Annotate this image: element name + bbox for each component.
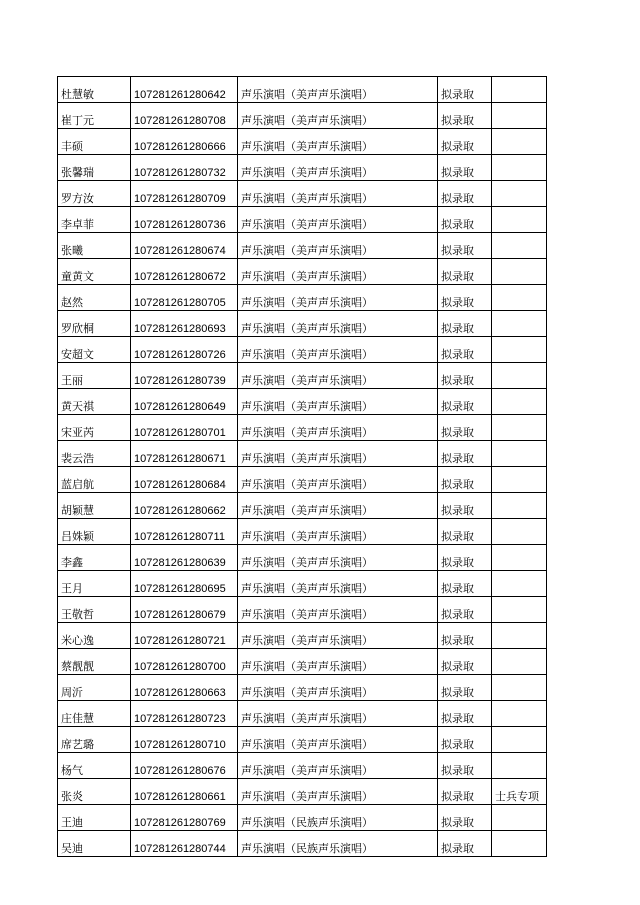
- exam-number-cell: 107281261280649: [131, 389, 238, 415]
- admission-status-cell: 拟录取: [438, 649, 492, 675]
- student-name-cell: 周沂: [58, 675, 131, 701]
- admission-status-cell: 拟录取: [438, 207, 492, 233]
- exam-number-cell: 107281261280663: [131, 675, 238, 701]
- remark-cell: [492, 337, 547, 363]
- remark-cell: [492, 415, 547, 441]
- remark-cell: [492, 207, 547, 233]
- admission-status-cell: 拟录取: [438, 337, 492, 363]
- table-row: [58, 753, 547, 779]
- remark-cell: [492, 389, 547, 415]
- major-cell: 声乐演唱（美声声乐演唱）: [238, 389, 438, 415]
- exam-number-cell: 107281261280739: [131, 363, 238, 389]
- table-row: [58, 337, 547, 363]
- major-cell: 声乐演唱（美声声乐演唱）: [238, 597, 438, 623]
- exam-number-cell: 107281261280662: [131, 493, 238, 519]
- remark-cell: [492, 311, 547, 337]
- remark-cell: [492, 233, 547, 259]
- major-cell: 声乐演唱（美声声乐演唱）: [238, 129, 438, 155]
- student-name-cell: 童黄文: [58, 259, 131, 285]
- table-row: [58, 493, 547, 519]
- exam-number-cell: 107281261280671: [131, 441, 238, 467]
- table-row: [58, 623, 547, 649]
- admission-status-cell: 拟录取: [438, 415, 492, 441]
- student-name-cell: 李卓菲: [58, 207, 131, 233]
- remark-cell: [492, 129, 547, 155]
- exam-number-cell: 107281261280700: [131, 649, 238, 675]
- remark-cell: [492, 103, 547, 129]
- student-name-cell: 蓝启航: [58, 467, 131, 493]
- admission-status-cell: 拟录取: [438, 181, 492, 207]
- student-name-cell: 蔡靓靓: [58, 649, 131, 675]
- table-row: [58, 415, 547, 441]
- table-row: [58, 675, 547, 701]
- admission-status-cell: 拟录取: [438, 805, 492, 831]
- student-name-cell: 张馨瑞: [58, 155, 131, 181]
- table-row: [58, 519, 547, 545]
- table-row: [58, 805, 547, 831]
- exam-number-cell: 107281261280732: [131, 155, 238, 181]
- major-cell: 声乐演唱（美声声乐演唱）: [238, 207, 438, 233]
- major-cell: 声乐演唱（美声声乐演唱）: [238, 181, 438, 207]
- student-name-cell: 胡颖慧: [58, 493, 131, 519]
- exam-number-cell: 107281261280701: [131, 415, 238, 441]
- exam-number-cell: 107281261280709: [131, 181, 238, 207]
- remark-cell: [492, 519, 547, 545]
- student-name-cell: 吕姝颖: [58, 519, 131, 545]
- student-name-cell: 李鑫: [58, 545, 131, 571]
- exam-number-cell: 107281261280672: [131, 259, 238, 285]
- major-cell: 声乐演唱（美声声乐演唱）: [238, 727, 438, 753]
- major-cell: 声乐演唱（美声声乐演唱）: [238, 701, 438, 727]
- remark-cell: [492, 77, 547, 103]
- table-row: [58, 441, 547, 467]
- student-name-cell: 崔丁元: [58, 103, 131, 129]
- student-name-cell: 安超文: [58, 337, 131, 363]
- table-row: [58, 597, 547, 623]
- major-cell: 声乐演唱（美声声乐演唱）: [238, 363, 438, 389]
- student-name-cell: 杜慧敏: [58, 77, 131, 103]
- exam-number-cell: 107281261280710: [131, 727, 238, 753]
- exam-number-cell: 107281261280661: [131, 779, 238, 805]
- admission-status-cell: 拟录取: [438, 129, 492, 155]
- table-row: [58, 571, 547, 597]
- table-row: [58, 649, 547, 675]
- admission-status-cell: 拟录取: [438, 779, 492, 805]
- major-cell: 声乐演唱（美声声乐演唱）: [238, 649, 438, 675]
- admission-status-cell: 拟录取: [438, 233, 492, 259]
- remark-cell: [492, 467, 547, 493]
- admission-status-cell: 拟录取: [438, 389, 492, 415]
- admission-status-cell: 拟录取: [438, 155, 492, 181]
- student-name-cell: 张炎: [58, 779, 131, 805]
- student-name-cell: 宋亚芮: [58, 415, 131, 441]
- table-row: [58, 259, 547, 285]
- admission-status-cell: 拟录取: [438, 493, 492, 519]
- remark-cell: [492, 363, 547, 389]
- major-cell: 声乐演唱（美声声乐演唱）: [238, 519, 438, 545]
- remark-cell: [492, 259, 547, 285]
- remark-cell: [492, 831, 547, 857]
- student-name-cell: 王敬哲: [58, 597, 131, 623]
- table-row: [58, 207, 547, 233]
- remark-cell: [492, 675, 547, 701]
- major-cell: 声乐演唱（美声声乐演唱）: [238, 285, 438, 311]
- remark-cell: [492, 623, 547, 649]
- table-row: [58, 701, 547, 727]
- exam-number-cell: 107281261280693: [131, 311, 238, 337]
- major-cell: 声乐演唱（民族声乐演唱）: [238, 831, 438, 857]
- exam-number-cell: 107281261280744: [131, 831, 238, 857]
- remark-cell: [492, 155, 547, 181]
- exam-number-cell: 107281261280679: [131, 597, 238, 623]
- table-row: [58, 285, 547, 311]
- student-name-cell: 王丽: [58, 363, 131, 389]
- major-cell: 声乐演唱（美声声乐演唱）: [238, 77, 438, 103]
- remark-cell: [492, 493, 547, 519]
- table-row: [58, 233, 547, 259]
- exam-number-cell: 107281261280676: [131, 753, 238, 779]
- major-cell: 声乐演唱（美声声乐演唱）: [238, 103, 438, 129]
- admission-status-cell: 拟录取: [438, 545, 492, 571]
- exam-number-cell: 107281261280769: [131, 805, 238, 831]
- major-cell: 声乐演唱（美声声乐演唱）: [238, 571, 438, 597]
- admission-table: [57, 76, 547, 857]
- remark-cell: 士兵专项: [492, 779, 547, 805]
- major-cell: 声乐演唱（美声声乐演唱）: [238, 311, 438, 337]
- exam-number-cell: 107281261280695: [131, 571, 238, 597]
- major-cell: 声乐演唱（美声声乐演唱）: [238, 415, 438, 441]
- student-name-cell: 黄天祺: [58, 389, 131, 415]
- student-name-cell: 罗欣桐: [58, 311, 131, 337]
- admission-status-cell: 拟录取: [438, 571, 492, 597]
- exam-number-cell: 107281261280666: [131, 129, 238, 155]
- table-row: [58, 779, 547, 805]
- admission-status-cell: 拟录取: [438, 363, 492, 389]
- admission-status-cell: 拟录取: [438, 753, 492, 779]
- exam-number-cell: 107281261280723: [131, 701, 238, 727]
- admission-status-cell: 拟录取: [438, 467, 492, 493]
- table-row: [58, 389, 547, 415]
- major-cell: 声乐演唱（美声声乐演唱）: [238, 675, 438, 701]
- remark-cell: [492, 649, 547, 675]
- exam-number-cell: 107281261280639: [131, 545, 238, 571]
- exam-number-cell: 107281261280708: [131, 103, 238, 129]
- table-row: [58, 155, 547, 181]
- exam-number-cell: 107281261280684: [131, 467, 238, 493]
- exam-number-cell: 107281261280726: [131, 337, 238, 363]
- remark-cell: [492, 753, 547, 779]
- student-name-cell: 丰硕: [58, 129, 131, 155]
- exam-number-cell: 107281261280736: [131, 207, 238, 233]
- table-row: [58, 311, 547, 337]
- student-name-cell: 吴迪: [58, 831, 131, 857]
- remark-cell: [492, 441, 547, 467]
- major-cell: 声乐演唱（美声声乐演唱）: [238, 233, 438, 259]
- student-name-cell: 庄佳慧: [58, 701, 131, 727]
- student-name-cell: 王迪: [58, 805, 131, 831]
- admission-status-cell: 拟录取: [438, 701, 492, 727]
- major-cell: 声乐演唱（美声声乐演唱）: [238, 623, 438, 649]
- admission-status-cell: 拟录取: [438, 311, 492, 337]
- remark-cell: [492, 181, 547, 207]
- admission-status-cell: 拟录取: [438, 675, 492, 701]
- major-cell: 声乐演唱（美声声乐演唱）: [238, 467, 438, 493]
- major-cell: 声乐演唱（美声声乐演唱）: [238, 753, 438, 779]
- admission-status-cell: 拟录取: [438, 727, 492, 753]
- table-row: [58, 129, 547, 155]
- remark-cell: [492, 571, 547, 597]
- table-row: [58, 77, 547, 103]
- admission-status-cell: 拟录取: [438, 519, 492, 545]
- student-name-cell: 赵然: [58, 285, 131, 311]
- student-name-cell: 米心逸: [58, 623, 131, 649]
- admission-status-cell: 拟录取: [438, 103, 492, 129]
- remark-cell: [492, 285, 547, 311]
- admission-table-body: [58, 77, 547, 857]
- table-row: [58, 727, 547, 753]
- admission-status-cell: 拟录取: [438, 285, 492, 311]
- major-cell: 声乐演唱（美声声乐演唱）: [238, 259, 438, 285]
- major-cell: 声乐演唱（民族声乐演唱）: [238, 805, 438, 831]
- admission-status-cell: 拟录取: [438, 831, 492, 857]
- exam-number-cell: 107281261280721: [131, 623, 238, 649]
- remark-cell: [492, 545, 547, 571]
- major-cell: 声乐演唱（美声声乐演唱）: [238, 779, 438, 805]
- admission-status-cell: 拟录取: [438, 623, 492, 649]
- table-row: [58, 467, 547, 493]
- remark-cell: [492, 805, 547, 831]
- exam-number-cell: 107281261280642: [131, 77, 238, 103]
- table-row: [58, 103, 547, 129]
- major-cell: 声乐演唱（美声声乐演唱）: [238, 155, 438, 181]
- table-row: [58, 831, 547, 857]
- remark-cell: [492, 597, 547, 623]
- admission-status-cell: 拟录取: [438, 259, 492, 285]
- table-row: [58, 545, 547, 571]
- exam-number-cell: 107281261280674: [131, 233, 238, 259]
- remark-cell: [492, 701, 547, 727]
- major-cell: 声乐演唱（美声声乐演唱）: [238, 493, 438, 519]
- major-cell: 声乐演唱（美声声乐演唱）: [238, 545, 438, 571]
- student-name-cell: 王月: [58, 571, 131, 597]
- admission-status-cell: 拟录取: [438, 77, 492, 103]
- student-name-cell: 张曦: [58, 233, 131, 259]
- major-cell: 声乐演唱（美声声乐演唱）: [238, 337, 438, 363]
- student-name-cell: 裴云浩: [58, 441, 131, 467]
- major-cell: 声乐演唱（美声声乐演唱）: [238, 441, 438, 467]
- student-name-cell: 罗方汝: [58, 181, 131, 207]
- table-row: [58, 181, 547, 207]
- admission-status-cell: 拟录取: [438, 597, 492, 623]
- remark-cell: [492, 727, 547, 753]
- table-row: [58, 363, 547, 389]
- exam-number-cell: 107281261280705: [131, 285, 238, 311]
- exam-number-cell: 107281261280711: [131, 519, 238, 545]
- student-name-cell: 席艺璐: [58, 727, 131, 753]
- admission-status-cell: 拟录取: [438, 441, 492, 467]
- student-name-cell: 杨气: [58, 753, 131, 779]
